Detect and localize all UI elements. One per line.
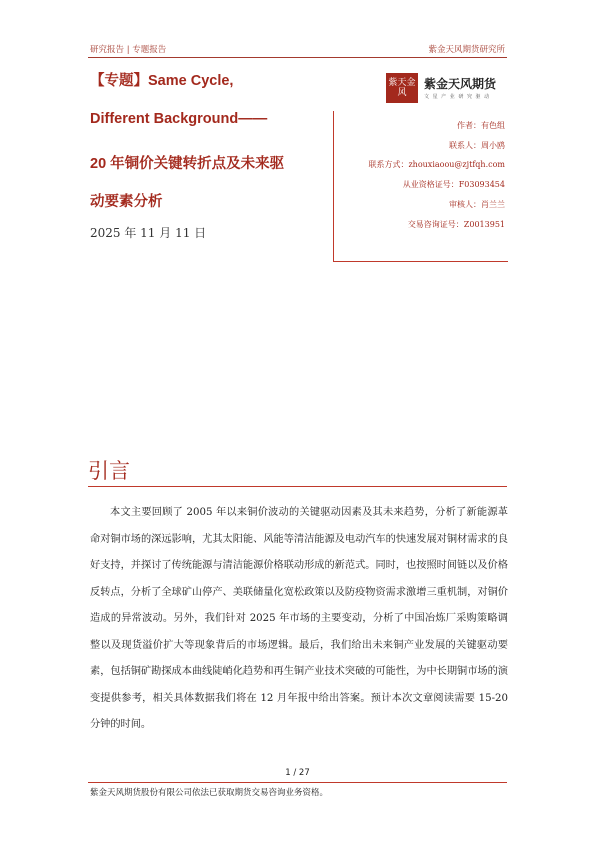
consult-license: 交易咨询证号：Z0013951 [407, 220, 505, 229]
page-number: 1 / 27 [285, 768, 310, 778]
section-divider [88, 486, 507, 487]
company-tagline: 文 星 产 业 研 究 驱 动 [424, 94, 491, 100]
report-title-line2: Different Background—— [90, 111, 268, 127]
company-name: 紫金天风期货 [424, 77, 497, 91]
section-title: 引言 [88, 459, 130, 483]
reviewer: 审核人：肖兰兰 [449, 200, 505, 209]
license-number: 从业资格证号：F03093454 [402, 180, 505, 189]
logo-mark: 紫天金风 [388, 78, 416, 98]
header-divider [88, 57, 507, 58]
report-title-line1: 【专题】Same Cycle, [90, 73, 234, 89]
report-title-line3: 20 年铜价关键转折点及未来驱 [90, 156, 285, 172]
header-right: 紫金天风期货研究所 [428, 45, 505, 55]
header-left: 研究报告 | 专题报告 [90, 45, 167, 55]
report-date: 2025 年 11 月 11 日 [90, 226, 207, 240]
author: 作者：有色组 [457, 121, 505, 130]
footer-disclaimer: 紫金天风期货股份有限公司依法已获取期货交易咨询业务资格。 [90, 788, 329, 798]
contact-person: 联系人：周小鸥 [449, 141, 505, 150]
company-logo-icon [386, 73, 418, 103]
report-title-line4: 动要素分析 [90, 194, 163, 210]
intro-paragraph: 本文主要回顾了 2005 年以来铜价波动的关键驱动因素及其未来趋势，分析了新能源革命对铜市场的深远影响，尤其太阳能、风能等清洁能源及电动汽车的快速发展对铜材需求的良好支持，并探讨了传统能源与清洁能源价格联动形成的新范式。同时，也按照时间链以及价格反转点，分析了全球矿山停产、美联储量化宽松政策以及防疫物资需求激增三重机制，对铜价造成的异常波动。另外，我们针对 2025 年市场的主要变动，分析了中国冶炼厂采购策略调整以及现货溢价扩大等现象背后的市场逻辑。最后，我们给出未来铜产业发展的关键驱动要素，包括铜矿勘探成本曲线陡峭化趋势和再生铜产业技术突破的可能性，为中长期铜市场的演变提供参考，相关具体数据我们将在 12 月年报中给出答案。预计本次文章阅读需要 15-20 分钟的时间。 [90, 507, 508, 730]
footer-divider [88, 782, 507, 783]
contact-email: 联系方式：zhouxiaoou@zjtfqh.com [368, 160, 505, 169]
